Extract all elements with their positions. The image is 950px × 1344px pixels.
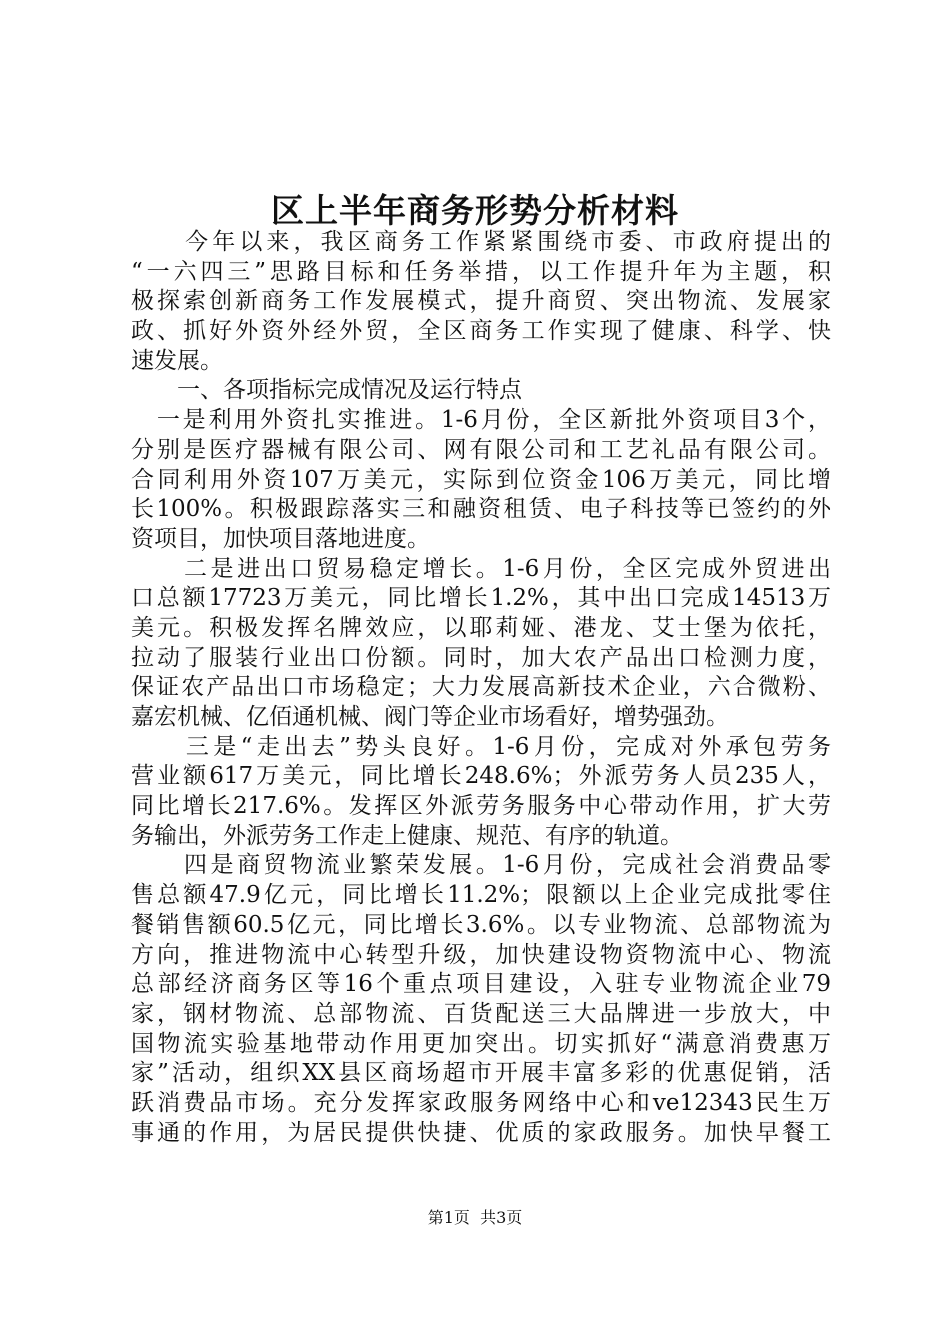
body-line: 三是“走出去”势头良好。1-6月份，完成对外承包劳务: [131, 733, 831, 760]
body-line: 一是利用外资扎实推进。1-6月份，全区新批外资项目3个，: [131, 407, 831, 434]
document-body: [131, 228, 831, 1148]
body-line: 极探索创新商务工作发展模式，提升商贸、突出物流、发展家: [131, 288, 831, 315]
body-line: 家”活动，组织XX县区商场超市开展丰富多彩的优惠促销，活: [131, 1060, 831, 1087]
body-line: 美元。积极发挥名牌效应，以耶莉娅、港龙、艾士堡为依托，: [131, 614, 831, 641]
body-line: 家，钢材物流、总部物流、百货配送三大品牌进一步放大，中: [131, 1000, 831, 1027]
body-line: 政、抓好外资外经外贸，全区商务工作实现了健康、科学、快: [131, 318, 831, 345]
page-footer: 第1页 共3页: [427, 1208, 523, 1227]
body-line: 同比增长217.6%。发挥区外派劳务服务中心带动作用，扩大劳: [131, 793, 831, 820]
body-line: 长100%。积极跟踪落实三和融资租赁、电子科技等已签约的外: [131, 496, 831, 523]
body-line: 保证农产品出口市场稳定；大力发展高新技术企业，六合微粉、: [131, 674, 831, 701]
body-line: 速发展。: [131, 347, 223, 374]
body-line: 合同利用外资107万美元，实际到位资金106万美元，同比增: [131, 466, 831, 493]
section-heading: 一、各项指标完成情况及运行特点: [131, 377, 522, 404]
body-line: 事通的作用，为居民提供快捷、优质的家政服务。加快早餐工: [131, 1119, 831, 1146]
body-line: 资项目，加快项目落地进度。: [131, 525, 430, 552]
body-line: 跃消费品市场。充分发挥家政服务网络中心和ve12343民生万: [131, 1089, 831, 1116]
body-line: 售总额47.9亿元，同比增长11.2%；限额以上企业完成批零住: [131, 882, 831, 909]
body-line: 二是进出口贸易稳定增长。1-6月份，全区完成外贸进出: [131, 555, 831, 582]
body-line: 口总额17723万美元，同比增长1.2%，其中出口完成14513万: [131, 585, 831, 612]
body-line: 嘉宏机械、亿佰通机械、阀门等企业市场看好，增势强劲。: [131, 704, 729, 730]
body-line: 总部经济商务区等16个重点项目建设，入驻专业物流企业79: [131, 971, 831, 998]
body-line: 分别是医疗器械有限公司、网有限公司和工艺礼品有限公司。: [131, 436, 831, 463]
body-line: 国物流实验基地带动作用更加突出。切实抓好“满意消费惠万: [131, 1030, 831, 1057]
body-line: 务输出，外派劳务工作走上健康、规范、有序的轨道。: [131, 822, 683, 849]
body-line: 拉动了服装行业出口份额。同时，加大农产品出口检测力度，: [131, 644, 831, 671]
body-line: 营业额617万美元，同比增长248.6%；外派劳务人员235人，: [131, 763, 831, 790]
body-line: 四是商贸物流业繁荣发展。1-6月份，完成社会消费品零: [131, 852, 831, 879]
body-line: “一六四三”思路目标和任务举措，以工作提升年为主题，积: [131, 258, 831, 285]
document-title: 区上半年商务形势分析材料: [271, 191, 679, 230]
body-line: 方向，推进物流中心转型升级，加快建设物资物流中心、物流: [131, 941, 831, 968]
body-line: 餐销售额60.5亿元，同比增长3.6%。以专业物流、总部物流为: [131, 911, 831, 938]
body-line: 今年以来，我区商务工作紧紧围绕市委、市政府提出的: [131, 229, 831, 255]
